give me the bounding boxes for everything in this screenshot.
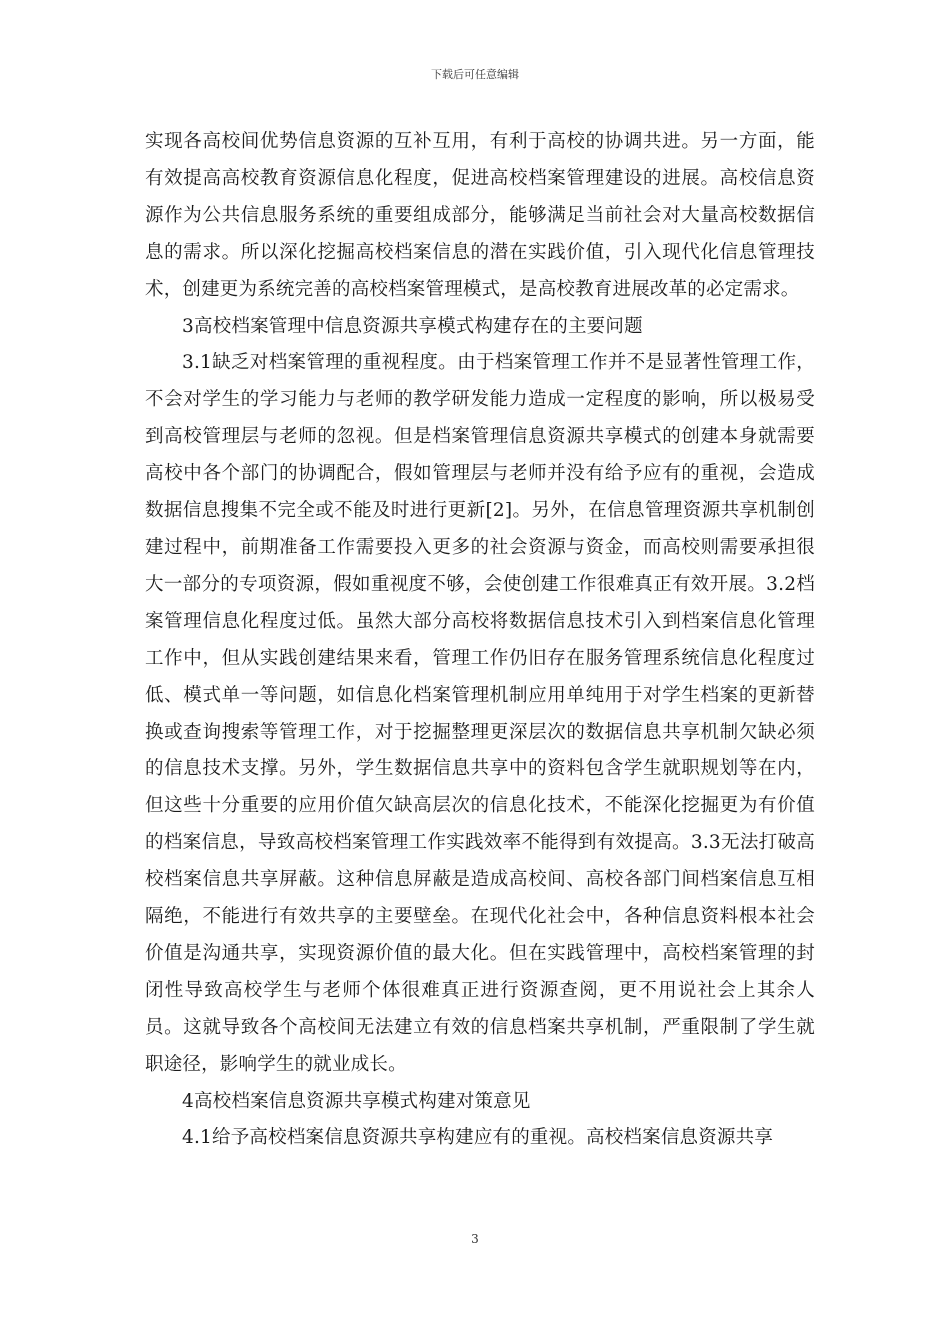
section-heading-3: 3高校档案管理中信息资源共享模式构建存在的主要问题 <box>182 315 643 337</box>
page-header: 下载后可任意编辑 <box>431 68 519 81</box>
paragraph-section-3: 3.1缺乏对档案管理的重视程度。由于档案管理工作并不是显著性管理工作，不会对学生的学习能力与老师的教学研发能力造成一定程度的影响，所以极易受到高校管理层与老师的忽视。但是档案管理信息资源共享模式的创建本身就需要高校中各个部门的协调配合，假如管理层与老师并没有给予应有的重视，会造成数据信息搜集不完全或不能及时进行更新[2]。另外，在信息管理资源共享机制创建过程中，前期准备工作需要投入更多的社会资源与资金，而高校则需要承担很大一部分的专项资源，假如重视度不够，会使创建工作很难真正有效开展。3.2档案管理信息化程度过低。虽然大部分高校将数据信息技术引入到档案信息化管理工作中，但从实践创建结果来看，管理工作仍旧存在服务管理系统信息化程度过低、模式单一等问题，如信息化档案管理机制应用单纯用于对学生档案的更新替换或查询搜索等管理工作，对于挖掘整理更深层次的数据信息共享机制欠缺必须的信息技术支撑。另外，学生数据信息共享中的资料包含学生就职规划等在内，但这些十分重要的应用价值欠缺高层次的信息化技术，不能深化挖掘更为有价值的档案信息，导致高校档案管理工作实践效率不能得到有效提高。3.3无法打破高校档案信息共享屏蔽。这种信息屏蔽是造成高校间、高校各部门间档案信息互相隔绝，不能进行有效共享的主要壁垒。在现代化社会中，各种信息资料根本社会价值是沟通共享，实现资源价值的最大化。但在实践管理中，高校档案管理的封闭性导致高校学生与老师个体很难真正进行资源查阅，更不用说社会上其余人员。这就导致各个高校间无法建立有效的信息档案共享机制，严重限制了学生就职途径，影响学生的就业成长。 <box>145 352 815 1075</box>
page-number: 3 <box>471 1232 479 1246</box>
section-heading-4: 4高校档案信息资源共享模式构建对策意见 <box>182 1090 531 1112</box>
paragraph-section-4-1: 4.1给予高校档案信息资源共享构建应有的重视。高校档案信息资源共享 <box>182 1127 774 1149</box>
paragraph-continuation: 实现各高校间优势信息资源的互补互用，有利于高校的协调共进。另一方面，能有效提高高校教育资源信息化程度，促进高校档案管理建设的进展。高校信息资源作为公共信息服务系统的重要组成部分，能够满足当前社会对大量高校数据信息的需求。所以深化挖掘高校档案信息的潜在实践价值，引入现代化信息管理技术，创建更为系统完善的高校档案管理模式，是高校教育进展改革的必定需求。 <box>145 131 815 300</box>
document-body <box>145 124 815 1157</box>
